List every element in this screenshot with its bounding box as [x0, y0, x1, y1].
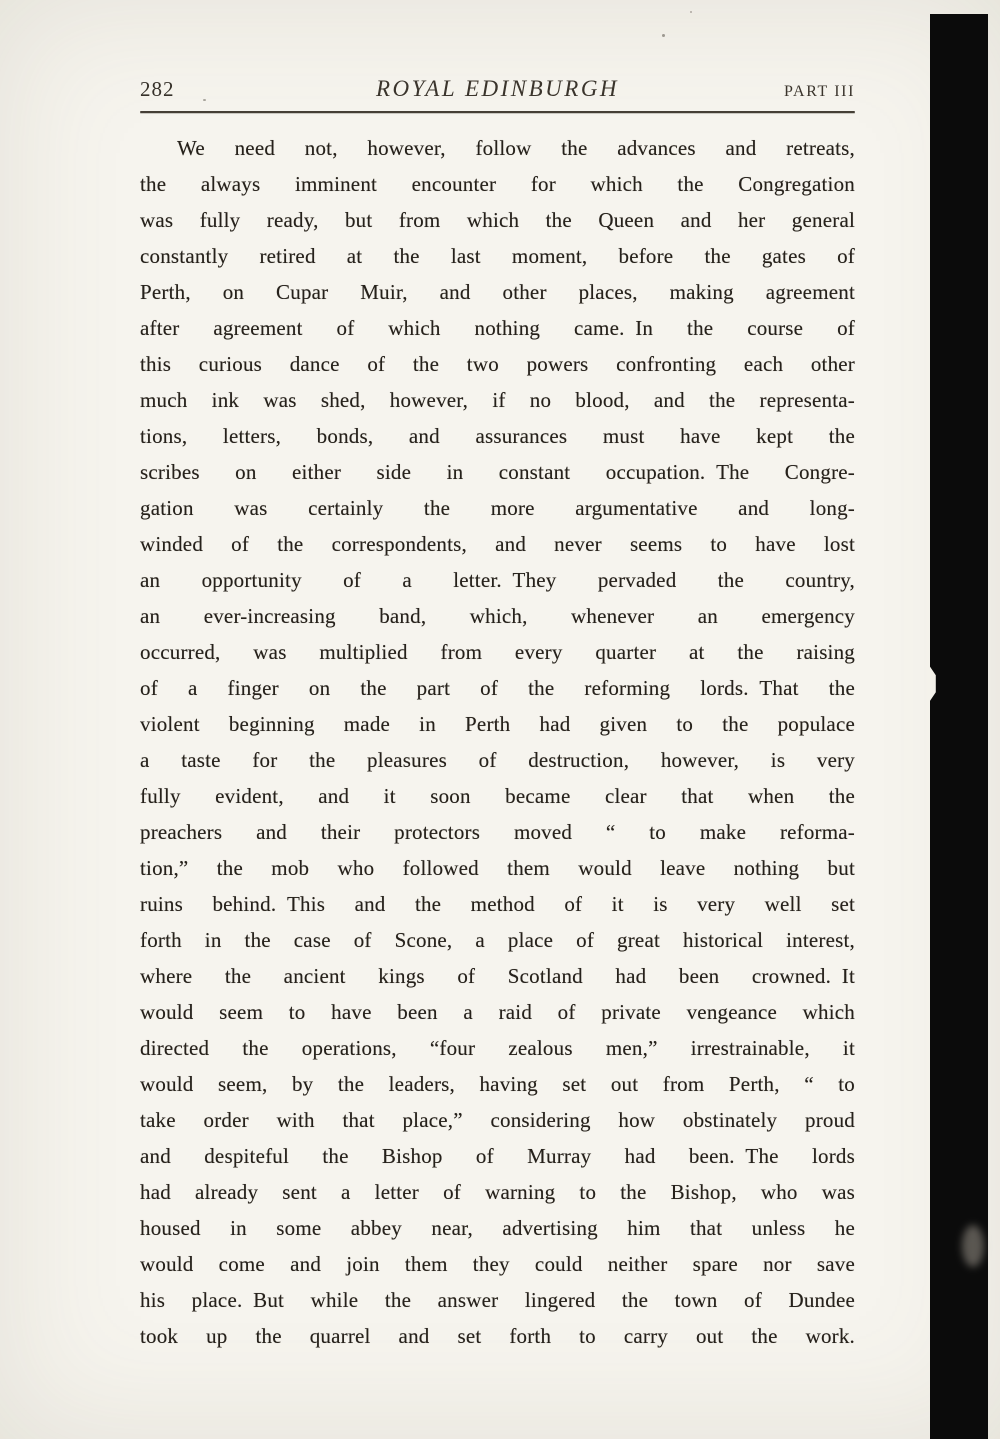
text-line: and despiteful the Bishop of Murray had been. The lords — [140, 1144, 855, 1168]
page-header — [140, 0, 855, 102]
text-line: an ever-increasing band, which, whenever an emergency — [140, 604, 855, 628]
text-line: We need not, however, follow the advances and retreats, — [177, 136, 855, 160]
scan-artifact-blotch — [962, 1225, 984, 1267]
text-line: directed the operations, “four zealous men,” irrestrainable, it — [140, 1036, 855, 1060]
part-label: PART III — [784, 83, 855, 100]
text-line: violent beginning made in Perth had given to the populace — [140, 712, 855, 736]
text-line: would seem to have been a raid of private vengeance which — [140, 1000, 855, 1024]
body-text — [140, 130, 855, 1354]
text-line: take order with that place,” considering how obstinately proud — [140, 1108, 855, 1132]
page-content — [140, 0, 855, 1354]
text-line: the always imminent encounter for which the Congregation — [140, 172, 855, 196]
text-line: winded of the correspondents, and never seems to have lost — [140, 532, 855, 556]
header-rule — [140, 111, 855, 113]
text-line: scribes on either side in constant occupation. The Congre- — [140, 460, 855, 484]
text-line: would seem, by the leaders, having set out from Perth, “ to — [140, 1072, 855, 1096]
text-line: gation was certainly the more argumentative and long- — [140, 496, 855, 520]
scan-speck — [690, 11, 692, 13]
text-line: an opportunity of a letter. They pervaded the country, — [140, 568, 855, 592]
text-line: Perth, on Cupar Muir, and other places, making agreement — [140, 280, 855, 304]
text-line: ruins behind. This and the method of it is very well set — [140, 892, 855, 916]
text-line: this curious dance of the two powers confronting each other — [140, 352, 855, 376]
text-line: after agreement of which nothing came. In the course of — [140, 316, 855, 340]
text-line: tions, letters, bonds, and assurances must have kept the — [140, 424, 855, 448]
text-line: would come and join them they could neither spare nor save — [140, 1252, 855, 1276]
text-line: where the ancient kings of Scotland had been crowned. It — [140, 964, 855, 988]
text-line: of a finger on the part of the reforming lords. That the — [140, 676, 855, 700]
text-line: much ink was shed, however, if no blood, and the representa- — [140, 388, 855, 412]
text-line: fully evident, and it soon became clear that when the — [140, 784, 855, 808]
text-line: tion,” the mob who followed them would leave nothing but — [140, 856, 855, 880]
text-line: a taste for the pleasures of destruction, however, is very — [140, 748, 855, 772]
text-line: his place. But while the answer lingered the town of Dundee — [140, 1288, 855, 1312]
text-line: had already sent a letter of warning to the Bishop, who was — [140, 1180, 855, 1204]
text-line: preachers and their protectors moved “ to make reforma- — [140, 820, 855, 844]
scan-speck — [662, 34, 665, 37]
text-line: was fully ready, but from which the Queen and her general — [140, 208, 855, 232]
scan-speck — [203, 99, 206, 101]
running-title: ROYAL EDINBURGH — [375, 76, 620, 101]
text-line: constantly retired at the last moment, before the gates of — [140, 244, 855, 268]
text-line: housed in some abbey near, advertising him that unless he — [140, 1216, 855, 1240]
page-number: 282 — [140, 77, 175, 101]
scan-artifact-band — [930, 14, 988, 1439]
text-line: took up the quarrel and set forth to carry out the work. — [140, 1324, 855, 1348]
text-line: occurred, was multiplied from every quarter at the raising — [140, 640, 855, 664]
text-line: forth in the case of Scone, a place of great historical interest, — [140, 928, 855, 952]
